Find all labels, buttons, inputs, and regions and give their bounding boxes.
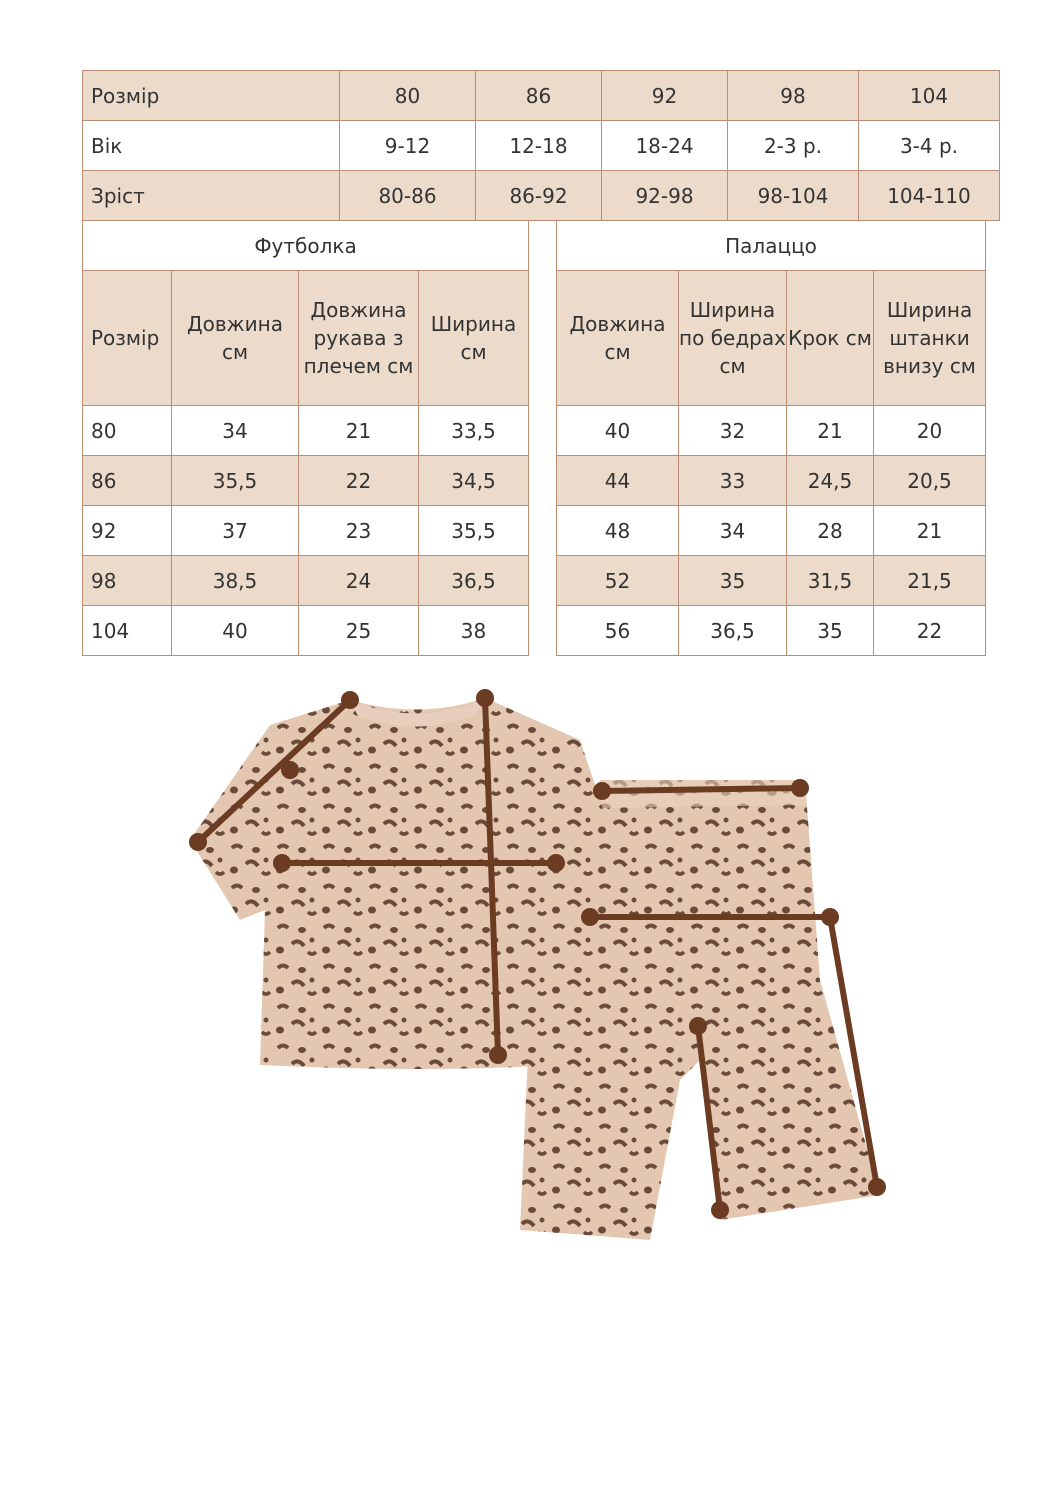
- table-cell: 35: [787, 606, 874, 656]
- column-header: Розмір: [83, 271, 172, 406]
- tshirt-title: Футболка: [83, 221, 529, 271]
- table-cell: 28: [787, 506, 874, 556]
- measure-dot: [476, 689, 494, 707]
- table-cell: 92: [602, 71, 728, 121]
- age-row: [83, 121, 1000, 171]
- table-cell: 25: [299, 606, 419, 656]
- table-cell: 40: [172, 606, 299, 656]
- table-caption-row: [83, 221, 529, 271]
- column-header: Ширина штанки внизу см: [874, 271, 986, 406]
- table-row: [557, 606, 986, 656]
- table-cell: 36,5: [679, 606, 787, 656]
- table-cell: 98-104: [728, 171, 859, 221]
- table-cell: 86-92: [476, 171, 602, 221]
- measure-dot: [189, 833, 207, 851]
- table-row: [83, 556, 529, 606]
- table-cell: 86: [83, 456, 172, 506]
- measure-dot: [821, 908, 839, 926]
- table-cell: 3-4 р.: [859, 121, 1000, 171]
- column-header: Крок см: [787, 271, 874, 406]
- header-row: [557, 271, 986, 406]
- table-cell: 36,5: [419, 556, 529, 606]
- table-cell: 34,5: [419, 456, 529, 506]
- column-header: Довжина см: [172, 271, 299, 406]
- table-cell: 24: [299, 556, 419, 606]
- table-cell: 44: [557, 456, 679, 506]
- table-cell: 33: [679, 456, 787, 506]
- table-cell: 80: [83, 406, 172, 456]
- table-cell: 23: [299, 506, 419, 556]
- column-header: Ширина см: [419, 271, 529, 406]
- table-cell: 12-18: [476, 121, 602, 171]
- table-cell: 21: [787, 406, 874, 456]
- table-cell: 104: [83, 606, 172, 656]
- table-cell: 2-3 р.: [728, 121, 859, 171]
- measure-dot: [868, 1178, 886, 1196]
- header-row: [83, 271, 529, 406]
- table-cell: 38,5: [172, 556, 299, 606]
- column-header: Ширина по бедрах см: [679, 271, 787, 406]
- table-row: [83, 606, 529, 656]
- table-row: [557, 456, 986, 506]
- table-cell: 18-24: [602, 121, 728, 171]
- table-cell: 35: [679, 556, 787, 606]
- table-cell: 34: [679, 506, 787, 556]
- measure-dot: [341, 691, 359, 709]
- pants-table: [556, 220, 986, 656]
- table-cell: 98: [83, 556, 172, 606]
- table-cell: 104: [859, 71, 1000, 121]
- table-row: [83, 406, 529, 456]
- table-row: [557, 506, 986, 556]
- table-row: [83, 506, 529, 556]
- height-row: [83, 171, 1000, 221]
- table-cell: 40: [557, 406, 679, 456]
- measure-dot: [547, 854, 565, 872]
- table-cell: 33,5: [419, 406, 529, 456]
- table-cell: 22: [299, 456, 419, 506]
- table-cell: 38: [419, 606, 529, 656]
- waist-line: [602, 788, 800, 791]
- row-label: Розмір: [83, 71, 340, 121]
- size-table: [82, 70, 1000, 221]
- table-cell: 56: [557, 606, 679, 656]
- row-label: Зріст: [83, 171, 340, 221]
- measure-dot: [791, 779, 809, 797]
- table-row: [557, 406, 986, 456]
- table-cell: 80-86: [340, 171, 476, 221]
- table-cell: 52: [557, 556, 679, 606]
- measure-dot: [689, 1017, 707, 1035]
- table-cell: 34: [172, 406, 299, 456]
- size-row: [83, 71, 1000, 121]
- table-caption-row: [557, 221, 986, 271]
- table-cell: 92-98: [602, 171, 728, 221]
- table-cell: 92: [83, 506, 172, 556]
- table-cell: 21: [299, 406, 419, 456]
- measure-dot: [593, 782, 611, 800]
- table-cell: 80: [340, 71, 476, 121]
- table-cell: 104-110: [859, 171, 1000, 221]
- table-cell: 37: [172, 506, 299, 556]
- tshirt-table: [82, 220, 529, 656]
- table-cell: 21: [874, 506, 986, 556]
- table-cell: 21,5: [874, 556, 986, 606]
- table-cell: 32: [679, 406, 787, 456]
- table-cell: 35,5: [172, 456, 299, 506]
- measure-dot: [273, 854, 291, 872]
- column-header: Довжина см: [557, 271, 679, 406]
- table-cell: 31,5: [787, 556, 874, 606]
- table-cell: 22: [874, 606, 986, 656]
- measure-dot: [581, 908, 599, 926]
- table-cell: 48: [557, 506, 679, 556]
- table-cell: 24,5: [787, 456, 874, 506]
- waistband: [600, 780, 807, 808]
- row-label: Вік: [83, 121, 340, 171]
- table-cell: 35,5: [419, 506, 529, 556]
- table-cell: 9-12: [340, 121, 476, 171]
- column-header: Довжина рукава з плечем см: [299, 271, 419, 406]
- tshirt: [190, 698, 620, 1069]
- table-row: [557, 556, 986, 606]
- table-cell: 20: [874, 406, 986, 456]
- measure-dot: [711, 1201, 729, 1219]
- table-cell: 20,5: [874, 456, 986, 506]
- garment-illustration: [180, 680, 900, 1240]
- table-row: [83, 456, 529, 506]
- table-cell: 86: [476, 71, 602, 121]
- measure-dot: [281, 761, 299, 779]
- table-cell: 98: [728, 71, 859, 121]
- measure-dot: [489, 1046, 507, 1064]
- pants-title: Палаццо: [557, 221, 986, 271]
